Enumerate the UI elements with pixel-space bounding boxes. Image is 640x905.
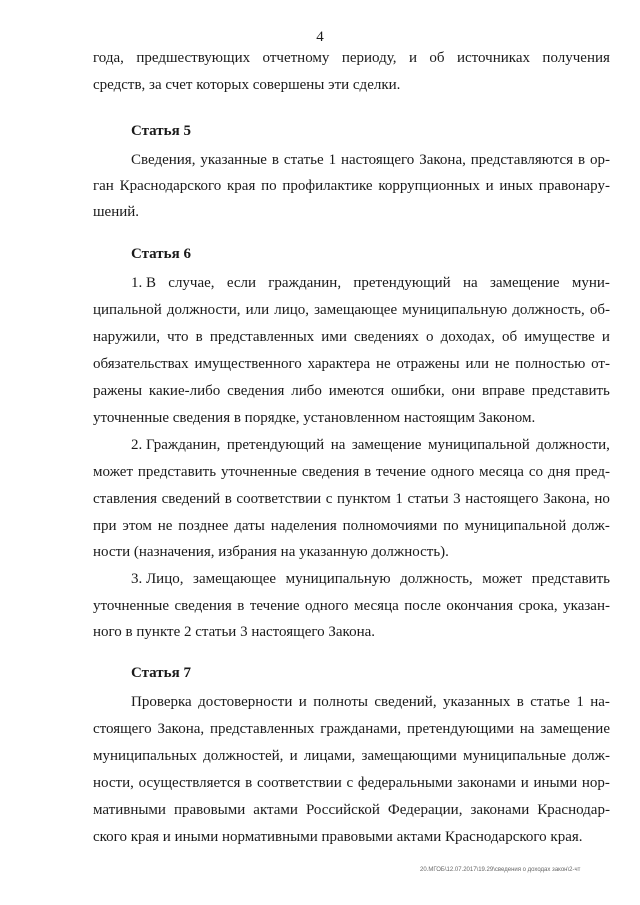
word: сведения — [301, 464, 360, 480]
word: муниципальную — [402, 302, 508, 318]
word: получения — [542, 50, 610, 66]
word: полноты — [313, 694, 368, 710]
word: ими — [321, 329, 347, 345]
word: замещающими — [361, 748, 457, 764]
word: представленных — [210, 721, 315, 737]
word: сведения — [174, 598, 232, 614]
word: муниципальную — [285, 571, 391, 587]
word: позднее — [178, 518, 229, 534]
word: 3. Лицо, — [131, 571, 184, 587]
article-6-p3-line: ного в пункте 2 статьи 3 настоящего Закона. — [93, 624, 376, 640]
word: ражены — [93, 383, 143, 399]
word: претендующий — [226, 437, 325, 453]
word: долж- — [572, 518, 610, 534]
word: гражданами, — [320, 721, 402, 737]
word: предшествующих — [136, 50, 251, 66]
word: Закона, — [419, 152, 466, 168]
article-7-line — [93, 801, 610, 819]
word: замещающее — [314, 302, 398, 318]
word: претендующий — [353, 275, 451, 291]
word: по — [261, 178, 277, 194]
word: течение — [249, 598, 300, 614]
word: доходах, — [440, 329, 495, 345]
article-5-line — [93, 177, 610, 195]
word: статье — [283, 152, 324, 168]
word: пред- — [575, 464, 610, 480]
article-7-heading: Статья 7 — [131, 665, 191, 681]
word: года, — [93, 50, 124, 66]
word: должности, — [166, 302, 241, 318]
word: актами — [253, 802, 298, 818]
word: профилактике — [282, 178, 373, 194]
word: указанные — [200, 152, 267, 168]
word: указанных — [442, 694, 511, 710]
word: случае, — [168, 275, 215, 291]
word: периоду, — [341, 50, 397, 66]
word: соответствии — [256, 775, 342, 791]
word: они — [451, 383, 476, 399]
article-6-p3-line — [131, 570, 610, 588]
word: об — [502, 329, 518, 345]
article-7-line — [131, 693, 610, 711]
word: Проверка — [131, 694, 192, 710]
word: Краснодарского — [119, 178, 222, 194]
word: Закона, — [157, 721, 205, 737]
word: дня — [547, 464, 571, 480]
word: замещающее — [193, 571, 277, 587]
word: в — [364, 464, 372, 480]
word: имеются — [328, 383, 385, 399]
word: или — [245, 302, 270, 318]
article-6-p2-line — [131, 436, 610, 454]
word: и — [601, 329, 610, 345]
word: или — [465, 356, 489, 372]
word: сведения — [227, 383, 285, 399]
word: указан- — [563, 598, 610, 614]
word: о — [425, 329, 434, 345]
article-6-p1-line — [131, 274, 610, 292]
word: на — [330, 437, 346, 453]
word: 1 — [328, 152, 337, 168]
word: этом — [122, 518, 152, 534]
word: полномочиями — [342, 518, 438, 534]
word: Закона, — [543, 491, 590, 507]
article-6-p2-line — [93, 490, 610, 508]
word: месяца — [354, 598, 399, 614]
word: одного — [430, 464, 475, 480]
word: месяца — [479, 464, 524, 480]
word: Сведения, — [131, 152, 196, 168]
article-7-line — [93, 747, 610, 765]
word: одного — [305, 598, 349, 614]
word: настоящего — [465, 491, 539, 507]
word: замещение — [540, 721, 610, 737]
word: претендующими — [407, 721, 514, 737]
article-7-line: ского края и иными нормативными правовыми актами Краснодарского края. — [93, 829, 583, 845]
word: характера — [307, 356, 371, 372]
word: и — [298, 694, 307, 710]
word: и — [408, 50, 417, 66]
word: Федерации, — [387, 802, 463, 818]
article-6-heading: Статья 6 — [131, 246, 191, 262]
word: сведениях — [353, 329, 419, 345]
word: законами — [470, 802, 530, 818]
word: с — [346, 775, 354, 791]
word: ган — [93, 178, 114, 194]
word: стоящего — [93, 721, 152, 737]
word: в — [195, 329, 203, 345]
word: гражданин, — [268, 275, 342, 291]
word: уточненные — [220, 464, 297, 480]
word: лицо, — [274, 302, 310, 318]
page-number: 4 — [316, 29, 324, 45]
word: представить — [531, 383, 610, 399]
word: уточненные — [93, 598, 169, 614]
word: и — [520, 775, 529, 791]
word: иными — [533, 775, 578, 791]
word: Краснодар- — [537, 802, 610, 818]
word: 1 — [576, 694, 584, 710]
word: наружили, — [93, 329, 160, 345]
word: соответствии — [236, 491, 322, 507]
word: пунктом — [337, 491, 391, 507]
word: должности, — [536, 437, 610, 453]
word: на- — [590, 694, 610, 710]
word: отражены — [396, 356, 460, 372]
word: и — [289, 748, 298, 764]
word: замещение — [351, 437, 422, 453]
word: представить — [531, 571, 610, 587]
word: полностью — [515, 356, 586, 372]
word: течение — [376, 464, 426, 480]
word: в — [224, 491, 232, 507]
word: в — [245, 775, 253, 791]
word: муни- — [571, 275, 610, 291]
word: ципальной — [93, 302, 162, 318]
article-6-p3-line — [93, 597, 610, 615]
word: осуществляется — [138, 775, 241, 791]
word: ставления — [93, 491, 158, 507]
word: имуществе — [524, 329, 595, 345]
word: при — [93, 518, 117, 534]
word: коррупционных — [378, 178, 480, 194]
word: должность, — [400, 571, 473, 587]
word: не — [494, 356, 510, 372]
article-6-p1-line — [93, 328, 610, 346]
word: обязательствах — [93, 356, 189, 372]
word: замещение — [489, 275, 560, 291]
word: муниципальные — [462, 748, 566, 764]
word: должность, — [512, 302, 585, 318]
word: срока, — [518, 598, 558, 614]
word: сведений, — [374, 694, 437, 710]
article-6-p1-line — [93, 301, 610, 319]
word: если — [226, 275, 257, 291]
word: со — [528, 464, 543, 480]
word: может — [93, 464, 133, 480]
word: не — [375, 356, 391, 372]
article-7-line — [93, 774, 610, 792]
word: с — [325, 491, 333, 507]
word: правовыми — [173, 802, 246, 818]
word: статье — [530, 694, 570, 710]
article-6-p2-line — [93, 463, 610, 481]
word: 1. В — [131, 275, 157, 291]
word: в — [577, 152, 586, 168]
word: федеральными — [357, 775, 453, 791]
word: вправе — [481, 383, 525, 399]
word: достоверности — [198, 694, 293, 710]
word: 3 — [453, 491, 461, 507]
article-6-p1-line — [93, 355, 610, 373]
word: но — [594, 491, 610, 507]
word: либо — [291, 383, 322, 399]
word: в — [516, 694, 524, 710]
word: лицами, — [303, 748, 356, 764]
article-5-line — [131, 151, 610, 169]
file-path-footer: 20.МГОБ\12.07.2017\19.29\сведения о доходах закон\2-чт — [420, 867, 581, 873]
word: 2. Гражданин, — [131, 437, 221, 453]
article-5-heading: Статья 5 — [131, 123, 191, 139]
word: Российской — [305, 802, 380, 818]
word: по — [443, 518, 459, 534]
word: может — [482, 571, 523, 587]
word: иных — [499, 178, 534, 194]
word: об- — [589, 302, 610, 318]
article-7-line — [93, 720, 610, 738]
word: нор- — [581, 775, 610, 791]
article-6-p1-line: уточненные сведения в порядке, установленном настоящим Законом. — [93, 410, 536, 426]
word: муниципальных — [93, 748, 197, 764]
word: ор- — [589, 152, 610, 168]
word: после — [404, 598, 441, 614]
word: в — [271, 152, 279, 168]
word: представляются — [470, 152, 574, 168]
word: отчетному — [262, 50, 330, 66]
word: законами — [457, 775, 517, 791]
word: 1 — [395, 491, 403, 507]
intro-line-2: средств, за счет которых совершены эти сделки. — [93, 77, 401, 93]
article-6-p2-line: ности (назначения, избрания на указанную должность). — [93, 544, 449, 560]
article-6-p1-line — [93, 382, 610, 400]
word: от- — [591, 356, 610, 372]
word: источниках — [457, 50, 530, 66]
word: настоящего — [340, 152, 415, 168]
word: что — [167, 329, 189, 345]
word: какие-либо — [148, 383, 221, 399]
word: ошибки, — [391, 383, 445, 399]
word: статьи — [407, 491, 449, 507]
word: мативными — [93, 802, 166, 818]
word: муниципальной — [427, 437, 530, 453]
word: муниципальной — [464, 518, 567, 534]
word: правонару- — [538, 178, 610, 194]
article-6-p2-line — [93, 517, 610, 535]
word: долж- — [572, 748, 610, 764]
word: в — [237, 598, 245, 614]
word: представленных — [209, 329, 315, 345]
word: имущественного — [194, 356, 302, 372]
word: наделения — [270, 518, 337, 534]
word: ности, — [93, 775, 134, 791]
word: окончания — [446, 598, 514, 614]
word: даты — [234, 518, 265, 534]
word: должностей, — [203, 748, 284, 764]
word: представить — [137, 464, 217, 480]
word: края — [227, 178, 256, 194]
word: на — [462, 275, 478, 291]
word: сведений — [161, 491, 221, 507]
word: не — [157, 518, 173, 534]
word: и — [485, 178, 494, 194]
word: на — [519, 721, 535, 737]
article-5-line: шений. — [93, 204, 140, 220]
intro-line-1 — [93, 49, 610, 67]
word: об — [429, 50, 445, 66]
